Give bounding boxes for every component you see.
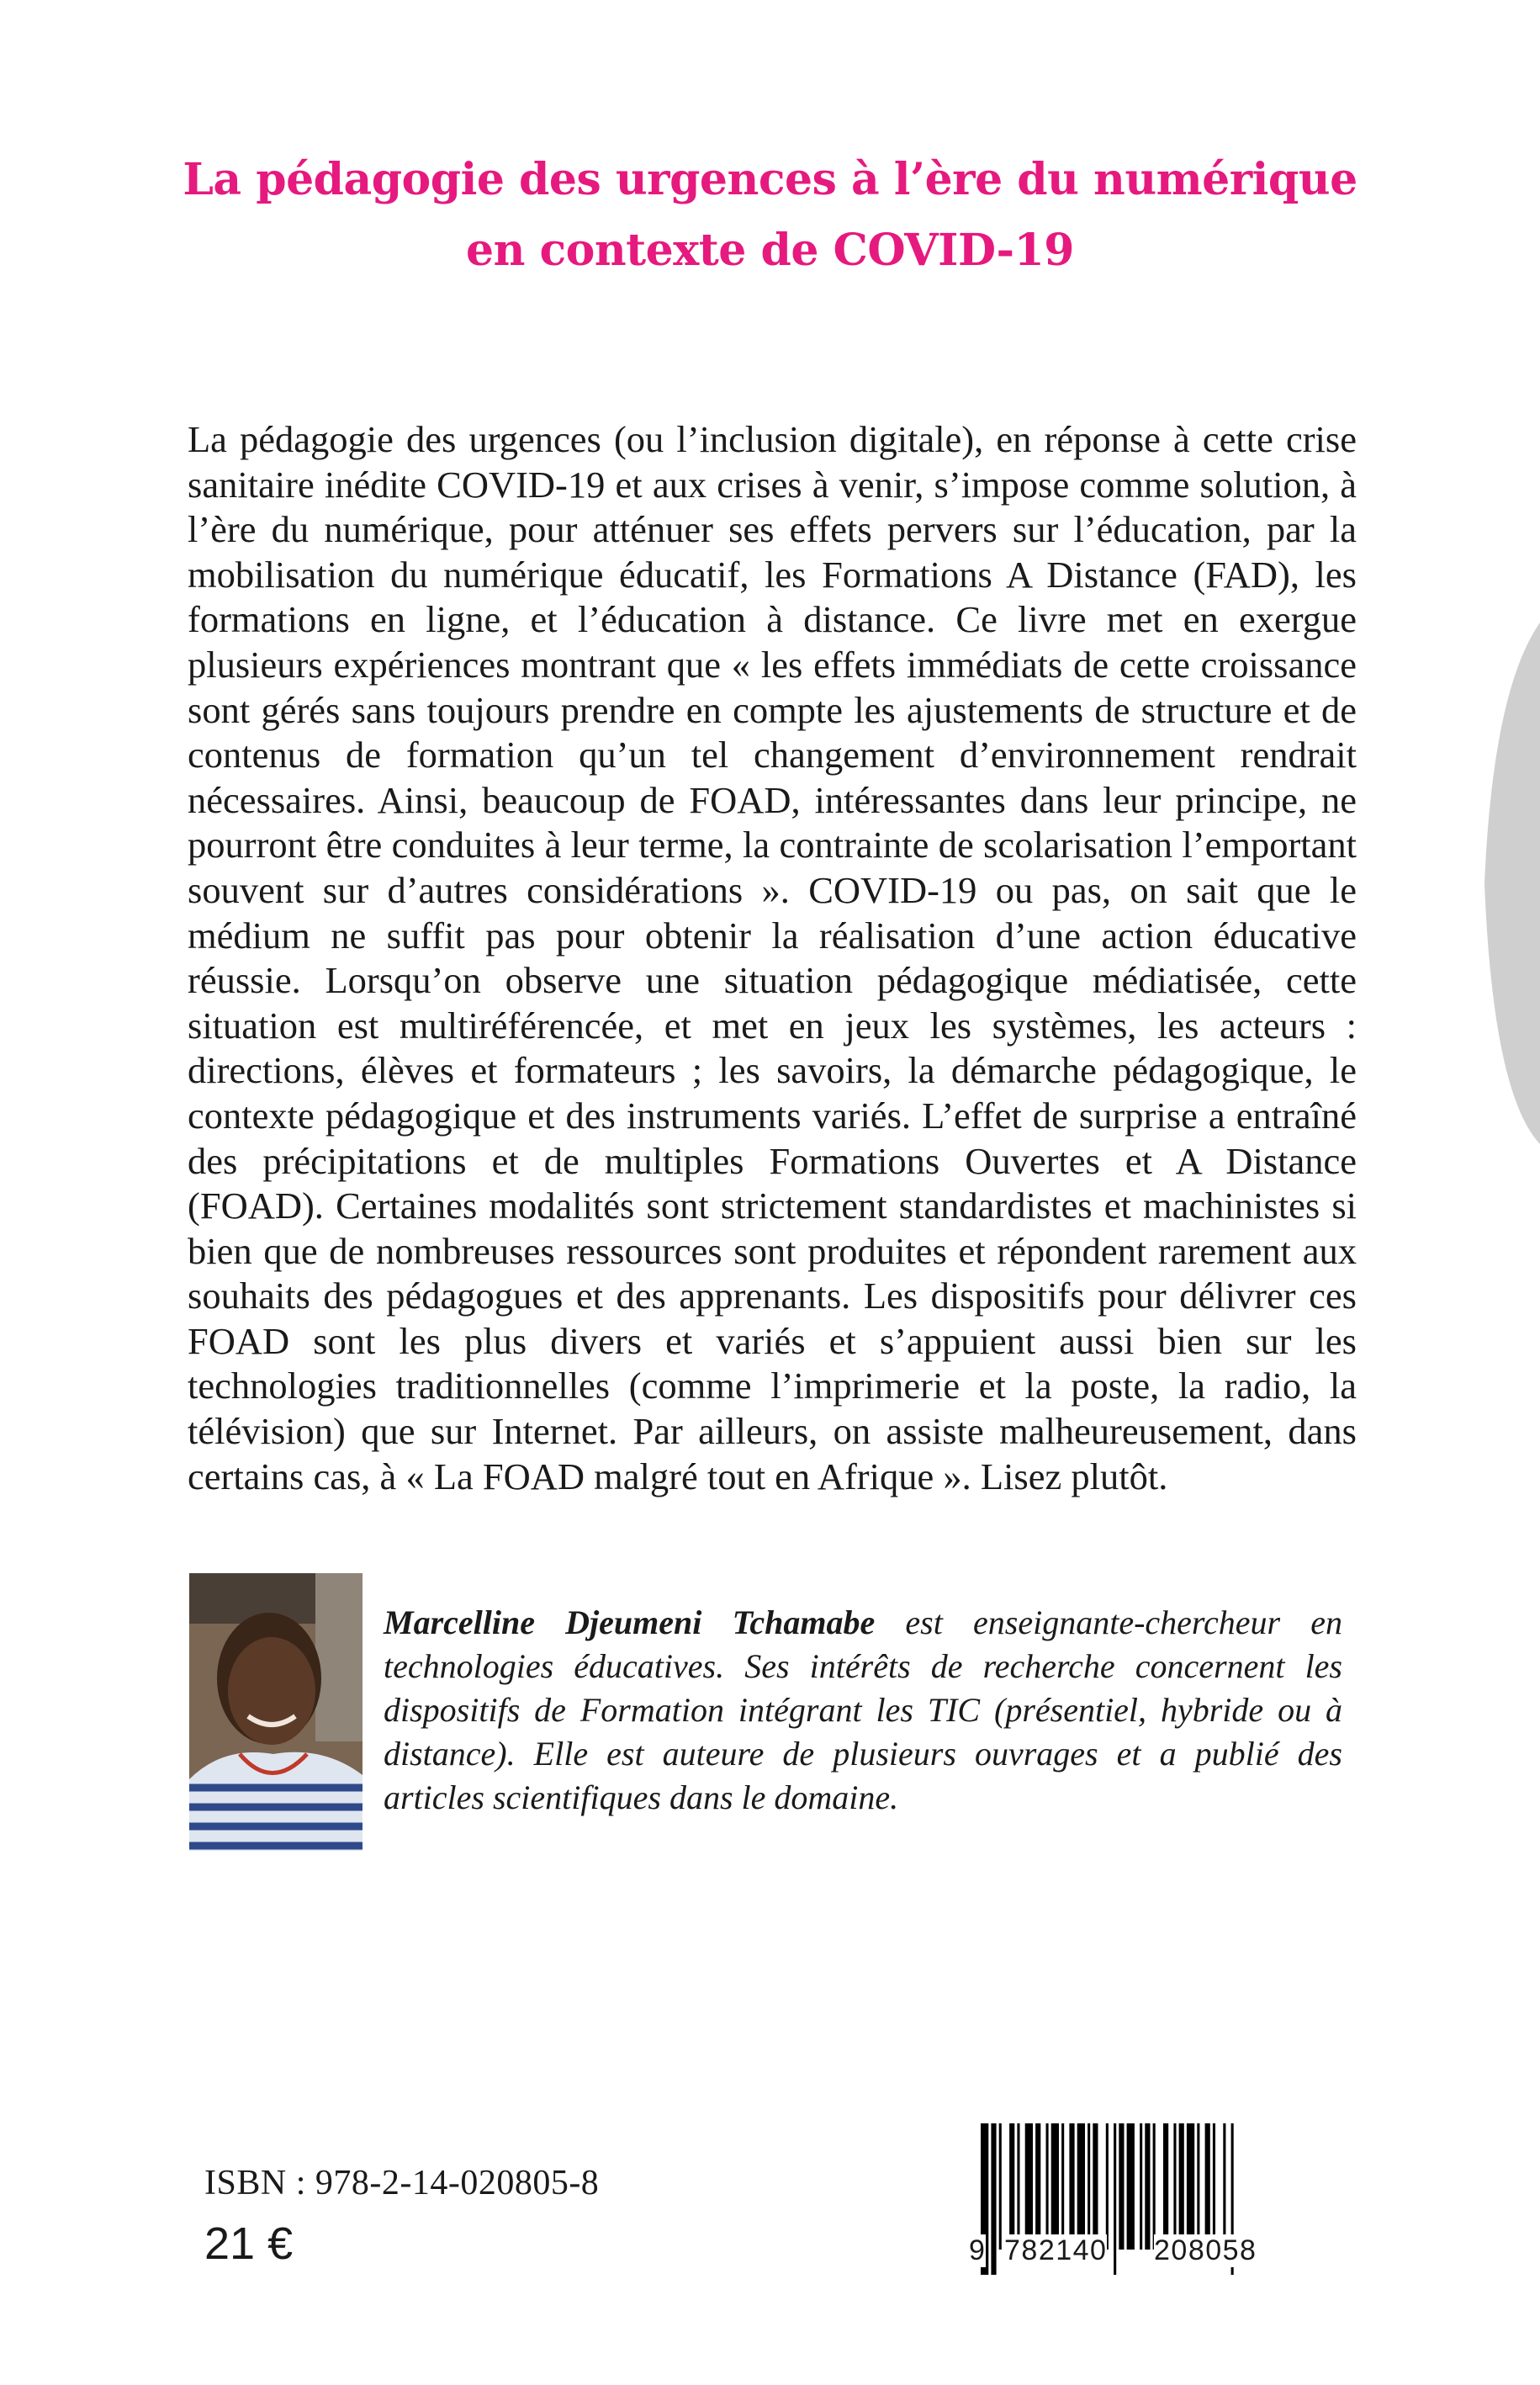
barcode-bar (1140, 2123, 1142, 2250)
decorative-edge-shape (1476, 623, 1540, 1144)
barcode-bar (1197, 2123, 1199, 2250)
barcode-bar (1205, 2123, 1210, 2250)
barcode-left-digits: 782140 (1004, 2234, 1108, 2266)
barcode-bar (991, 2123, 996, 2275)
back-cover-blurb: La pédagogie des urgences (ou l’inclusion digitale), en réponse à cette crise sanitaire inédite COVID-19 et aux crises à venir, s’impose comme solution, à l’ère du numérique, pour atténuer ses effets pervers sur l’éducation, par la mobilisation du numérique éducatif, les Formations A Distance (FAD), les formations en ligne, et l’éducation à distance. Ce livre met en exergue plusieurs expériences montrant que « les effets immédiats de cette croissance sont gérés sans toujours prendre en compte les ajustements de structure et de contenus de formation qu’un tel changement d’environnement rendrait nécessaires. Ainsi, beaucoup de FOAD, intéressantes dans leur principe, ne pourront être conduites à leur terme, la contrainte de scolarisation l’emportant souvent sur d’autres considérations ». COVID-19 ou pas, on sait que le médium ne suffit pas pour obtenir la réalisation d’une action éducative réussie. Lorsqu’on observe une situation pédagogique médiatisée, cette situation est multiréférencée, et met en jeux les systèmes, les acteurs : directions, élèves et formateurs ; les savoirs, la démarche pédagogique, le contexte pédagogique et des instruments variés. L’effet de surprise a entraîné des précipitations et de multiples Formations Ouvertes et A Distance (FOAD). Certaines modalités sont strictement standardistes et machinistes si bien que de nombreuses ressources sont produites et répondent rarement aux souhaits des pédagogues et des apprenants. Les dispositifs pour délivrer ces FOAD sont les plus divers et variés et s’appuient aussi bien sur les technologies traditionnelles (comme l’imprimerie et la poste, la radio, la télévision) que sur Internet. Par ailleurs, on assiste malheureusement, dans certains cas, à « La FOAD malgré tout en Afrique ». Lisez plutôt. (188, 418, 1357, 1497)
barcode-bar (1187, 2123, 1194, 2250)
barcode-bar (1035, 2123, 1040, 2250)
barcode-bar (1114, 2123, 1116, 2275)
barcode-bar (1153, 2123, 1156, 2250)
barcode-bar (1088, 2123, 1090, 2250)
author-bio-text: est enseignante-chercheur en technologies éducatives. Ses intérêts de recherche concernent les dispositifs de Formation intégrant les TIC (présentiel, hybride ou à distance). Elle est auteure de plusieurs ouvrages et a publié des articles scientifiques dans le domaine. (384, 1603, 1342, 1816)
barcode-bar (999, 2123, 1002, 2250)
book-title-line-2: en contexte de COVID-19 (466, 225, 1074, 276)
barcode-bar (1173, 2123, 1176, 2250)
barcode-bar (1017, 2123, 1019, 2250)
barcode-bar (1093, 2123, 1098, 2250)
isbn: ISBN : 978-2-14-020805-8 (204, 2164, 600, 2202)
barcode-bar (1009, 2123, 1014, 2250)
barcode-bar (1223, 2123, 1225, 2250)
price: 21 € (204, 2218, 294, 2269)
barcode-bar (1145, 2123, 1150, 2250)
barcode-right-digits: 208058 (1154, 2234, 1257, 2266)
barcode-bar (1127, 2123, 1135, 2250)
barcode-bar (1163, 2123, 1168, 2250)
barcode-bar (1046, 2123, 1049, 2250)
book-title (84, 145, 1456, 286)
barcode-bar (1025, 2123, 1033, 2250)
barcode-bar (1179, 2123, 1184, 2250)
barcode-bar (1213, 2123, 1215, 2250)
book-title-line-1: La pédagogie des urgences à l’ère du numérique (183, 154, 1357, 205)
author-photo (189, 1573, 363, 1851)
barcode-bar (1119, 2123, 1124, 2250)
barcode-bar (1069, 2123, 1074, 2250)
barcode-bar (1051, 2123, 1059, 2250)
barcode-lead-digit: 9 (969, 2234, 987, 2266)
author-name: Marcelline Djeumeni Tchamabe (384, 1603, 876, 1641)
author-bio (384, 1601, 1342, 1820)
barcode-bar (1061, 2123, 1064, 2250)
barcode-bar (1106, 2123, 1109, 2250)
barcode-bar (1077, 2123, 1085, 2250)
